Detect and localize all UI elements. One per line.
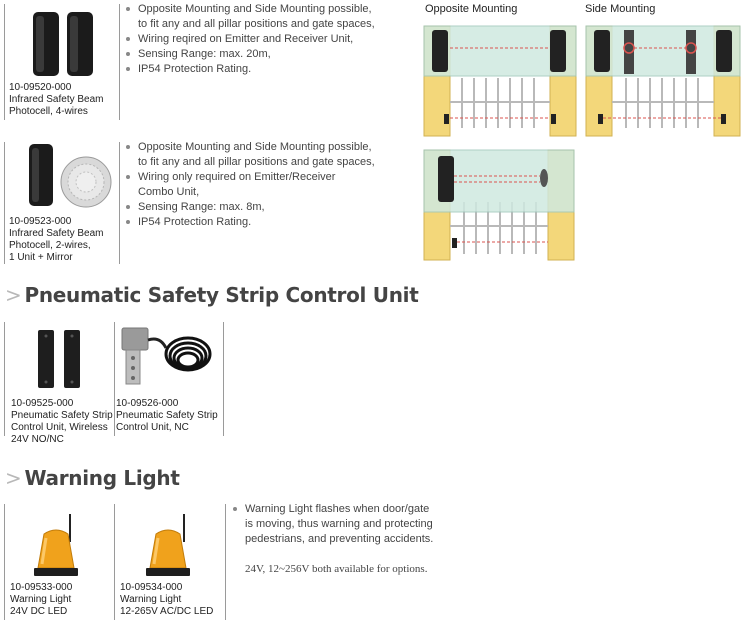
product-name-line: 1 Unit + Mirror: [9, 252, 73, 263]
product-info-4: [116, 398, 224, 434]
bullet-item: Sensing Range: max. 20m,: [124, 47, 414, 62]
product-code: 10-09526-000: [116, 398, 179, 409]
divider-right-4: [225, 504, 226, 620]
voltage-note: 24V, 12~256V both available for options.: [245, 563, 428, 575]
product-name-line: Photocell, 2-wires,: [9, 240, 91, 251]
section-title-text: Warning Light: [24, 466, 180, 490]
product-bullets-2: [124, 140, 414, 230]
bullet-item: IP54 Protection Rating.: [124, 62, 414, 77]
product-name-line: Warning Light: [120, 594, 182, 605]
chevron-right-icon: >: [5, 466, 22, 490]
product-info-1: [9, 82, 117, 118]
product-name-line: Control Unit, Wireless: [11, 422, 108, 433]
bullet-item: Wiring only required on Emitter/Receiver: [124, 170, 414, 185]
product-code: 10-09533-000: [10, 582, 73, 593]
product-name-line: 24V DC LED: [10, 606, 68, 617]
bullet-item: Sensing Range: max. 8m,: [124, 200, 414, 215]
warning-light-12-265v-image: [140, 512, 200, 578]
opposite-mounting-diagram: [424, 26, 576, 136]
product-name-line: 24V NO/NC: [11, 434, 64, 445]
mounting-diagrams: [422, 18, 742, 264]
wireless-control-unit-image: [32, 326, 88, 392]
bullet-continuation: to fit any and all pillar positions and gate spaces,: [138, 156, 375, 168]
divider-left-2: [4, 142, 5, 264]
pneumatic-section-title: [5, 283, 418, 307]
divider-right-2: [119, 142, 120, 264]
product-name-line: 12-265V AC/DC LED: [120, 606, 214, 617]
warning-section-title: [5, 466, 180, 490]
product-name-line: Warning Light: [10, 594, 72, 605]
product-info-6: [120, 582, 224, 618]
bullet-continuation: pedestrians, and preventing accidents.: [245, 533, 434, 545]
divider-right-1: [119, 4, 120, 120]
product-name-line: Pneumatic Safety Strip: [11, 410, 113, 421]
product-name-line: Infrared Safety Beam: [9, 228, 104, 239]
side-mounting-diagram: [586, 26, 740, 136]
product-info-5: [10, 582, 112, 618]
bullet-continuation: is moving, thus warning and protecting: [245, 518, 433, 530]
warning-light-24v-image: [28, 512, 88, 578]
nc-control-unit-image: [118, 322, 220, 392]
bullet-continuation: Combo Unit,: [138, 186, 200, 198]
opposite-mounting-label: Opposite Mounting: [425, 3, 518, 15]
divider-left-3: [4, 322, 5, 436]
divider-left-4: [4, 504, 5, 620]
section-title-text: Pneumatic Safety Strip Control Unit: [24, 283, 419, 307]
product-code: 10-09525-000: [11, 398, 74, 409]
product-name-line: Infrared Safety Beam: [9, 94, 104, 105]
photocell-4wire-image: [30, 8, 100, 80]
bullet-item: Wiring reqired on Emitter and Receiver Unit,: [124, 32, 414, 47]
product-code: 10-09520-000: [9, 82, 72, 93]
product-name-line: Photocell, 4-wires: [9, 106, 88, 117]
bullet-item: Opposite Mounting and Side Mounting possible,: [124, 140, 414, 155]
product-name-line: Pneumatic Safety Strip: [116, 410, 218, 421]
warning-light-description: [231, 502, 471, 547]
divider-left-1: [4, 4, 5, 120]
bullet-item: Warning Light flashes when door/gate: [231, 502, 471, 517]
chevron-right-icon: >: [5, 283, 22, 307]
product-info-3: [11, 398, 115, 446]
product-bullets-1: [124, 2, 414, 77]
bullet-item: IP54 Protection Rating.: [124, 215, 414, 230]
product-code: 10-09534-000: [120, 582, 183, 593]
bullet-item: Opposite Mounting and Side Mounting possible,: [124, 2, 414, 17]
product-info-2: [9, 216, 117, 264]
mirror-mounting-diagram: [424, 150, 574, 260]
divider-mid-4: [114, 504, 115, 620]
product-code: 10-09523-000: [9, 216, 72, 227]
product-name-line: Control Unit, NC: [116, 422, 189, 433]
bullet-continuation: to fit any and all pillar positions and gate spaces,: [138, 18, 375, 30]
side-mounting-label: Side Mounting: [585, 3, 656, 15]
photocell-mirror-image: [26, 142, 118, 214]
